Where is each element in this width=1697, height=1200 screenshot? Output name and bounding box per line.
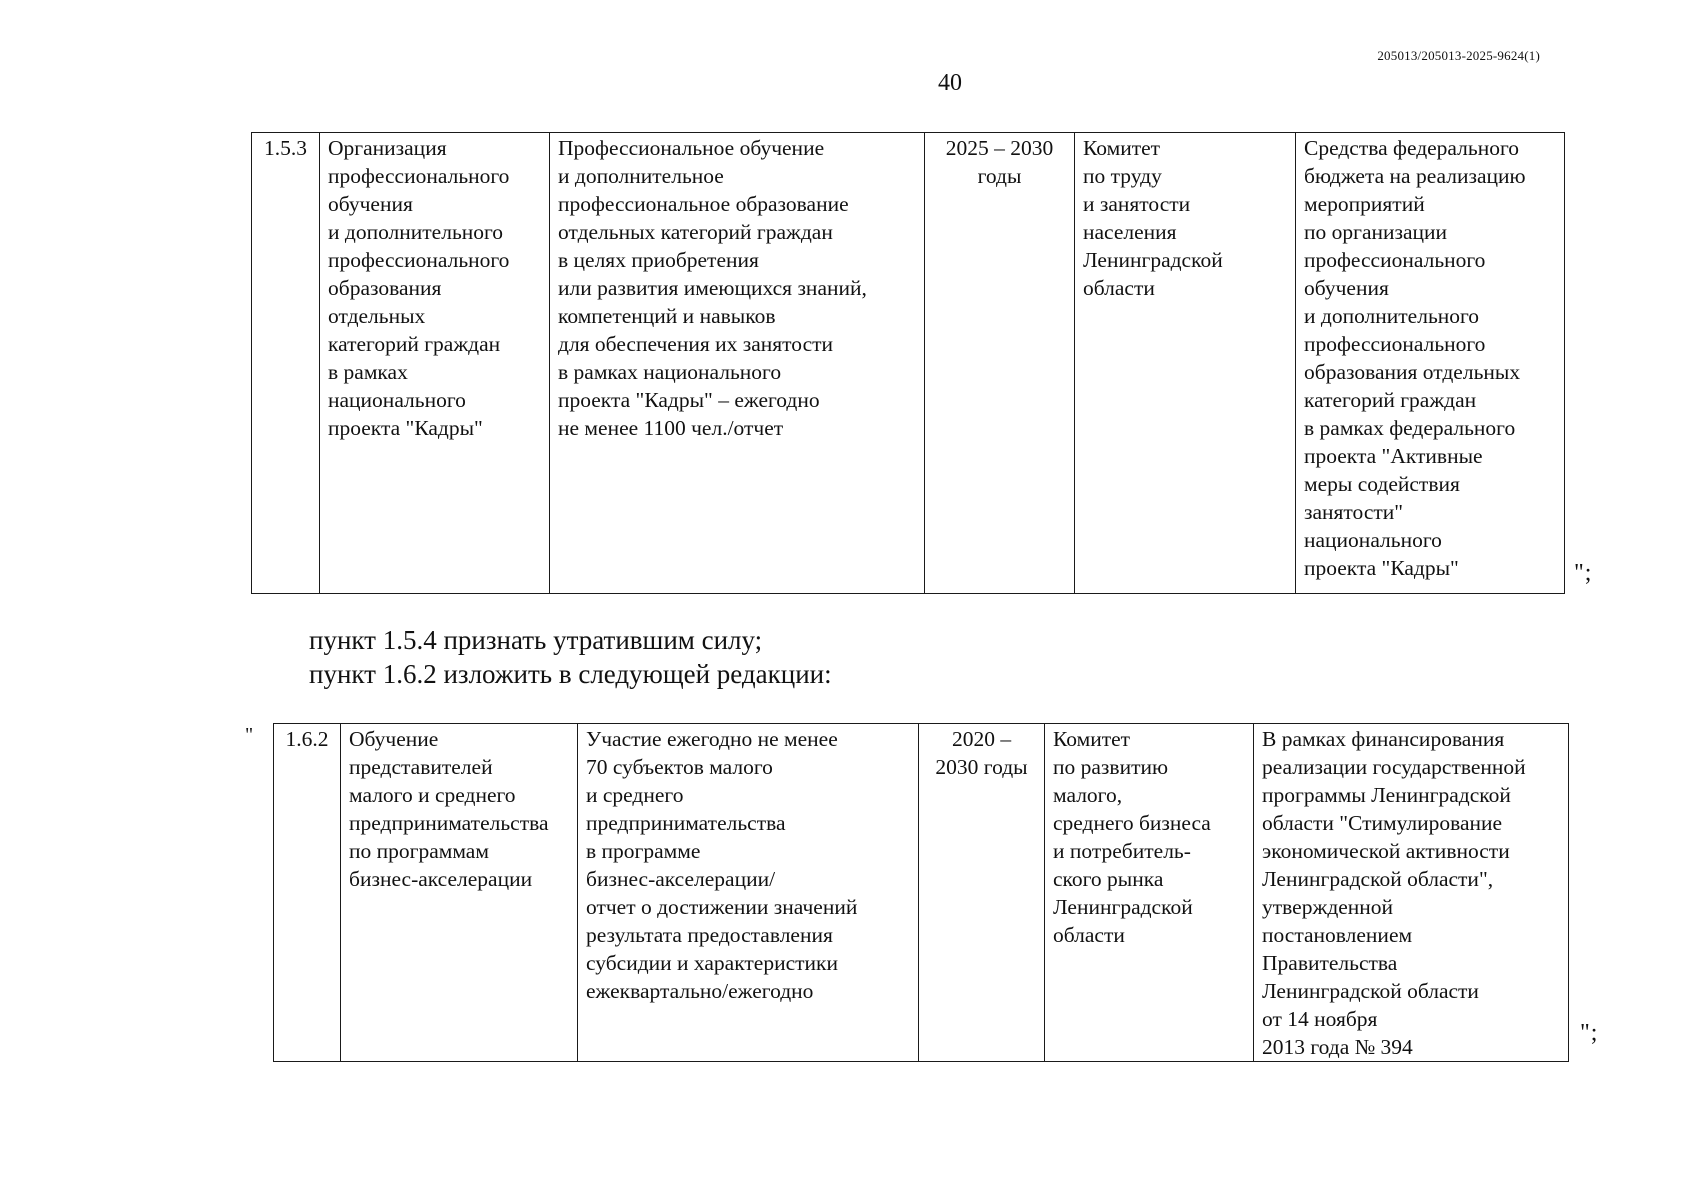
table-2-opening-quote: " — [245, 724, 254, 746]
measures-table-2 — [273, 723, 1569, 1062]
measure-name-cell: Организация профессионального обучения и дополнительного профессионального образования отдельных категорий граждан в рамках национального проекта "Кадры" — [320, 133, 550, 594]
table-row — [252, 133, 1565, 594]
period-cell: 2020 – 2030 годы — [919, 724, 1045, 1062]
table-1-closing-quote: "; — [1574, 560, 1593, 586]
responsible-cell: Комитет по развитию малого, среднего бизнеса и потребитель- ского рынка Ленинградской области — [1045, 724, 1254, 1062]
measures-table-1 — [251, 132, 1565, 594]
page-number: 40 — [938, 70, 962, 96]
table-2-closing-quote: "; — [1580, 1020, 1599, 1046]
table-row — [274, 724, 1569, 1062]
expected-result-cell: Профессиональное обучение и дополнительное профессиональное образование отдельных категорий граждан в целях приобретения или развития имеющихся знаний, компетенций и навыков для обеспечения их занятости в рамках национального проекта "Кадры" – ежегодно не менее 1100 чел./отчет — [550, 133, 925, 594]
expected-result-cell: Участие ежегодно не менее 70 субъектов малого и среднего предпринимательства в программе бизнес-акселерации/ отчет о достижении значений результата предоставления субсидии и характеристики ежеквартально/ежегодно — [578, 724, 919, 1062]
funding-cell: Средства федерального бюджета на реализацию мероприятий по организации профессионального обучения и дополнительного профессионального образования отдельных категорий граждан в рамках федерального проекта "Активные меры содействия занятости" национального проекта "Кадры" — [1296, 133, 1565, 594]
item-number-cell: 1.6.2 — [274, 724, 341, 1062]
period-cell: 2025 – 2030 годы — [925, 133, 1075, 594]
funding-cell: В рамках финансирования реализации государственной программы Ленинградской области "Стимулирование экономической активности Ленинградской области", утвержденной постановлением Правительства Ленинградской области от 14 ноября 2013 года № 394 — [1254, 724, 1569, 1062]
measure-name-cell: Обучение представителей малого и среднего предпринимательства по программам бизнес-акселерации — [341, 724, 578, 1062]
document-id: 205013/205013-2025-9624(1) — [1377, 48, 1540, 63]
paragraph-item-1-6-2: пункт 1.6.2 изложить в следующей редакции: — [309, 659, 832, 689]
paragraph-item-1-5-4: пункт 1.5.4 признать утратившим силу; — [309, 625, 763, 655]
responsible-cell: Комитет по труду и занятости населения Ленинградской области — [1075, 133, 1296, 594]
item-number-cell: 1.5.3 — [252, 133, 320, 594]
